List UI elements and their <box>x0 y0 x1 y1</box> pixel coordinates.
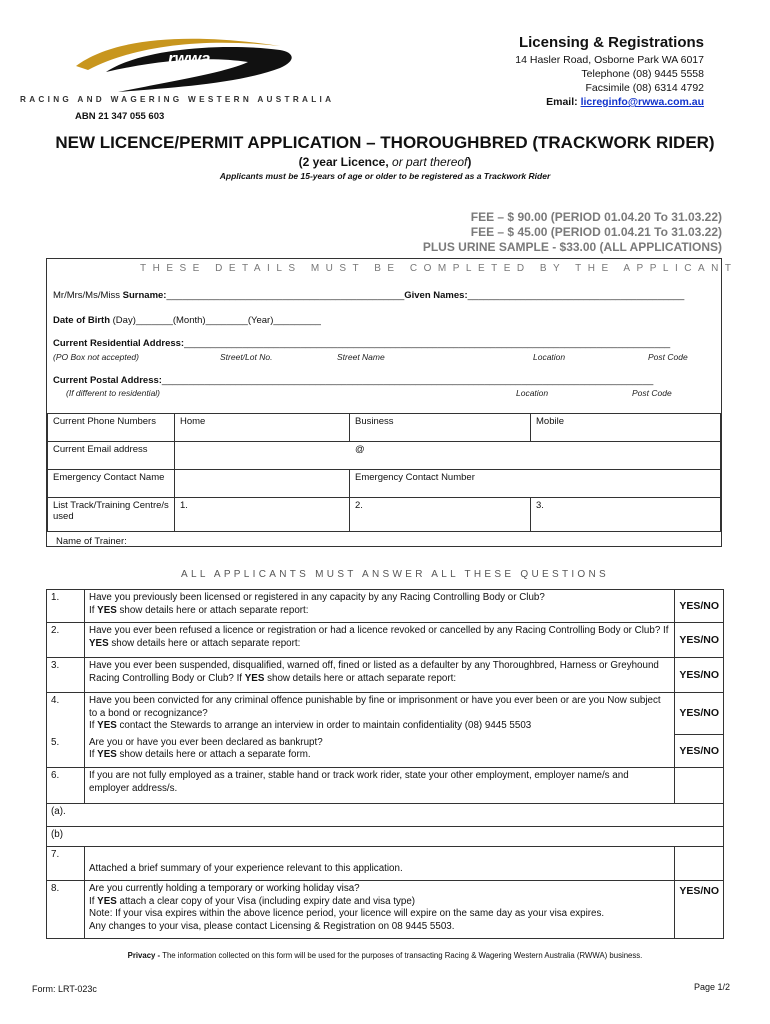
q5-number: 5. <box>47 735 85 768</box>
licence-period-italic: or part thereof <box>392 155 468 169</box>
contact-block <box>515 36 704 109</box>
q4-yes: YES <box>97 720 117 731</box>
q6-answer[interactable] <box>675 768 724 804</box>
question-row-6a <box>47 804 724 827</box>
home-phone-cell[interactable]: Home <box>175 414 350 442</box>
emergency-row <box>48 470 721 498</box>
privacy-text: The information collected on this form will be used for the purposes of transacting Racing & Wagering Western Australia (RWWA) business. <box>162 951 643 960</box>
q4-question: Have you been convicted for any criminal offence punishable by fine or imprisonment or have you ever been or are you Now subject to a bond or recognizance? <box>89 695 661 719</box>
q3-question: Have you ever been suspended, disqualified, warned off, fined or listed as a defaulter by any Thoroughbred, Harness or Greyhound Racing Controlling Body or Club? <box>89 660 659 684</box>
dob-field[interactable]: (Day)_______(Month)________(Year)_________ <box>112 315 321 326</box>
q1-instruction: show details here or attach separate report: <box>119 604 309 616</box>
q5-text: Are you or have you ever been declared as bankrupt? If YES show details here or attach a separate form. <box>85 735 675 768</box>
questions-table <box>46 589 724 939</box>
form-code: Form: LRT-023c <box>32 984 97 994</box>
q5-question: Are you or have you ever been declared as bankrupt? <box>89 736 323 748</box>
po-box-note: (PO Box not accepted) <box>53 352 139 362</box>
abn-number: ABN 21 347 055 603 <box>75 111 165 122</box>
track-cell-2[interactable]: 2. <box>350 498 531 532</box>
question-row-3 <box>47 658 724 693</box>
postal-postcode-caption: Post Code <box>632 388 672 398</box>
business-phone-cell[interactable]: Business <box>350 414 531 442</box>
q5-yes-no[interactable]: YES/NO <box>675 735 724 768</box>
postal-note: (If different to residential) <box>66 388 161 398</box>
fee-line-3: PLUS URINE SAMPLE - $33.00 (ALL APPLICATIONS) <box>422 240 722 254</box>
residential-field[interactable]: ____________________________________________________________________________________________ <box>184 338 671 349</box>
question-row-2 <box>47 623 724 658</box>
contact-table <box>47 413 721 532</box>
org-name: RACING AND WAGERING WESTERN AUSTRALIA <box>20 95 335 104</box>
surname-row <box>53 290 684 301</box>
q8-note-2: Any changes to your visa, please contact Licensing & Registration on 08 9445 5503. <box>89 920 455 932</box>
phone-row <box>48 414 721 442</box>
q8-question: Are you currently holding a temporary or working holiday visa? <box>89 883 360 894</box>
street-lot-caption: Street/Lot No. <box>220 352 273 362</box>
question-row-5 <box>47 735 724 768</box>
page-number: Page 1/2 <box>693 982 730 992</box>
q1-number: 1. <box>47 590 85 623</box>
q7-text: Attached a brief summary of your experience relevant to this application. <box>85 847 675 881</box>
q8-note: Note: If your visa expires within the above licence period, your licence will expire on the same day as your visa expires. <box>89 908 605 919</box>
facsimile: Facsimile (08) 6314 4792 <box>585 82 704 94</box>
q4-instruction: contact the Stewards to arrange an interview in order to maintain confidentiality (08) 9445 5503 <box>119 720 532 731</box>
postcode-caption: Post Code <box>648 352 688 362</box>
question-row-6 <box>47 768 724 804</box>
applicant-heading: THESE DETAILS MUST BE COMPLETED BY THE APPLICANT <box>140 263 738 274</box>
q4-text: Have you been convicted for any criminal offence punishable by fine or imprisonment or have you ever been or are you Now subject to a bond or recognizance? If YES contact the Stewards to arrange an interview in order to maintain confidentiality (08) 9445 5503 <box>85 693 675 735</box>
q8-instruction: attach a clear copy of your Visa (including expiry date and visa type) <box>119 895 416 907</box>
q5-yes: YES <box>97 749 117 760</box>
phone-label: Current Phone Numbers <box>48 414 175 442</box>
emergency-number-cell[interactable]: Emergency Contact Number <box>350 470 721 498</box>
q4-number: 4. <box>47 693 85 735</box>
page-title: NEW LICENCE/PERMIT APPLICATION – THOROUGHBRED (TRACKWORK RIDER) <box>55 133 715 152</box>
q8-yes-no[interactable]: YES/NO <box>675 881 724 939</box>
q2-yes-no[interactable]: YES/NO <box>675 623 724 658</box>
q1-question: Have you previously been licensed or registered in any capacity by any Racing Controlling Body or Club? <box>89 592 545 603</box>
q5-instruction: show details here or attach a separate form. <box>119 749 311 760</box>
question-row-6b <box>47 827 724 847</box>
q7-answer[interactable] <box>675 847 724 881</box>
question-row-4 <box>47 693 724 735</box>
email-line <box>515 95 704 109</box>
postal-label: Current Postal Address: <box>53 375 162 386</box>
q6a-answer[interactable]: (a). <box>47 804 724 827</box>
q4-yes-no[interactable]: YES/NO <box>675 693 724 735</box>
track-cell-3[interactable]: 3. <box>531 498 721 532</box>
location-caption: Location <box>533 352 566 362</box>
street-name-caption: Street Name <box>337 352 385 362</box>
q3-yes-no[interactable]: YES/NO <box>675 658 724 693</box>
residential-label: Current Residential Address: <box>53 338 185 349</box>
track-cell-1[interactable]: 1. <box>175 498 350 532</box>
age-requirement: Applicants must be 15-years of age or older to be registered as a Trackwork Rider <box>219 171 551 181</box>
email-cell[interactable]: @ <box>175 442 721 470</box>
q2-text: Have you ever been refused a licence or registration or had a licence revoked or cancelled by any Racing Controlling Body or Club? If YES show details here or attach separate report: <box>85 623 675 658</box>
q2-question: Have you ever been refused a licence or registration or had a licence revoked or cancelled by any Racing Controlling Body or Club? <box>89 625 661 636</box>
question-row-8 <box>47 881 724 939</box>
department-title: Licensing & Registrations <box>518 34 704 51</box>
q3-yes: YES <box>244 672 265 684</box>
mobile-phone-cell[interactable]: Mobile <box>531 414 721 442</box>
email-link[interactable]: licreginfo@rwwa.com.au <box>580 96 704 108</box>
emergency-name-label: Emergency Contact Name <box>48 470 175 498</box>
logo-wordmark: rwwa <box>168 49 211 68</box>
licence-period <box>0 155 770 169</box>
postal-row <box>53 375 653 386</box>
title-options: Mr/Mrs/Ms/Miss <box>53 290 121 301</box>
question-row-1 <box>47 590 724 623</box>
q2-number: 2. <box>47 623 85 658</box>
licence-period-close: ) <box>467 155 472 169</box>
email-label: Email: <box>546 96 578 108</box>
privacy-label: Privacy - <box>127 951 161 960</box>
track-label: List Track/Training Centre/s used <box>48 498 175 532</box>
trainer-label[interactable]: Name of Trainer: <box>56 536 127 547</box>
q2-instruction: show details here or attach separate report: <box>111 637 301 649</box>
emergency-name-cell[interactable] <box>175 470 350 498</box>
fee-line-1: FEE – $ 90.00 (PERIOD 01.04.20 To 31.03.22) <box>470 210 722 224</box>
residential-row <box>53 338 670 349</box>
dob-label: Date of Birth <box>53 315 110 326</box>
question-row-7 <box>47 847 724 881</box>
q6-text: If you are not fully employed as a trainer, stable hand or track work rider, state your other employment, employer name/s and employer address/s. <box>85 768 675 804</box>
q8-yes: YES <box>97 895 117 907</box>
q3-instruction: show details here or attach separate report: <box>267 672 457 684</box>
q3-text: Have you ever been suspended, disqualified, warned off, fined or listed as a defaulter by any Thoroughbred, Harness or Greyhound Racing Controlling Body or Club? If YES show details here or attach separate report: <box>85 658 675 693</box>
postal-field[interactable]: _____________________________________________________________________________________________ <box>161 375 654 386</box>
dob-row <box>53 315 321 326</box>
address: 14 Hasler Road, Osborne Park WA 6017 <box>515 54 704 66</box>
q8-number: 8. <box>47 881 85 939</box>
q1-yes-no[interactable]: YES/NO <box>675 590 724 623</box>
privacy-statement <box>0 951 770 960</box>
telephone: Telephone (08) 9445 5558 <box>581 68 704 80</box>
surname-label: Surname: <box>122 290 167 301</box>
q1-text: Have you previously been licensed or registered in any capacity by any Racing Controlling Body or Club? If YES show details here or attach separate report: <box>85 590 675 623</box>
track-row <box>48 498 721 532</box>
licence-period-bold: (2 year Licence, <box>298 155 389 169</box>
questions-heading: ALL APPLICANTS MUST ANSWER ALL THESE QUESTIONS <box>181 569 609 580</box>
q1-yes: YES <box>97 604 117 616</box>
q3-number: 3. <box>47 658 85 693</box>
q6-number: 6. <box>47 768 85 804</box>
email-row-label: Current Email address <box>48 442 175 470</box>
email-row <box>48 442 721 470</box>
surname-field[interactable]: _____________________________________________ <box>166 290 405 301</box>
given-names-label: Given Names: <box>404 290 468 301</box>
postal-location-caption: Location <box>516 388 549 398</box>
fee-line-2: FEE – $ 45.00 (PERIOD 01.04.21 To 31.03.22) <box>470 225 722 239</box>
q2-yes: YES <box>89 637 109 649</box>
given-names-field[interactable]: _________________________________________ <box>467 290 685 301</box>
q7-number: 7. <box>47 847 85 881</box>
q8-text: Are you currently holding a temporary or working holiday visa? If YES attach a clear copy of your Visa (including expiry date and visa type) Note: If your visa expires within the above licence period, your licence will expire on the same day as your visa expires. Any changes to your visa, please contact Licensing & Registration on 08 9445 5503. <box>85 881 675 939</box>
q6b-answer[interactable]: (b) <box>47 827 724 847</box>
